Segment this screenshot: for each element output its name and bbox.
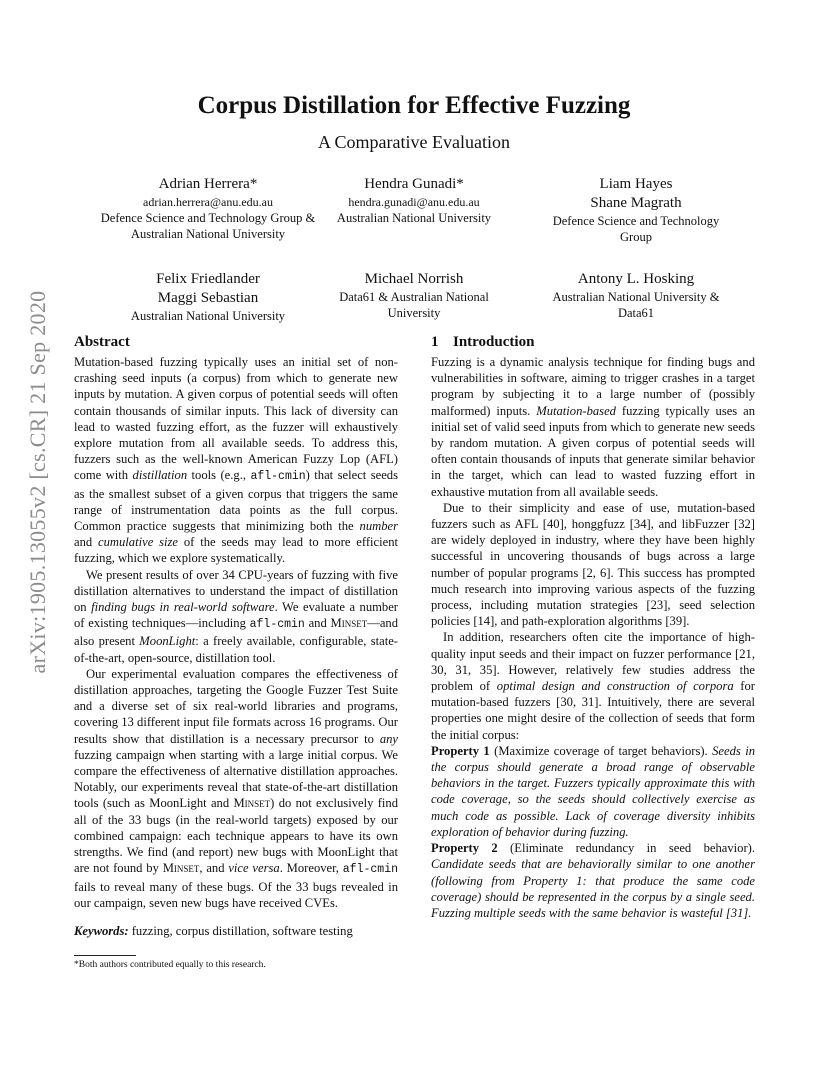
abstract-heading: Abstract — [74, 334, 130, 350]
intro-paragraph: Due to their simplicity and ease of use, mutation-based fuzzers such as AFL [40], honggfuzz [34], and libFuzzer [32] are widely deployed in industry, where they have been highly successful in uncovering thousands of bugs across a large number of popular programs [2, 6]. This success has prompted much research into improving various aspects of the fuzzing process, including mutation strategies [23], seed selection policies [14], and path-exploration algorithms [39]. — [431, 500, 755, 629]
keywords-line: Keywords: fuzzing, corpus distillation, software testing — [74, 923, 353, 938]
author-block — [538, 270, 734, 321]
author-affiliation: Defence Science and Technology Group & Australian National University — [100, 211, 316, 241]
property-1: Property 1 (Maximize coverage of target behaviors). Seeds in the corpus should generate a broad range of observable behaviors in the target. Fuzzers typically approximate this with code coverage, so the seeds should collectively exercise as much code as possible. Lack of coverage diversity inhibits exploration of behavior during fuzzing. — [431, 743, 755, 839]
arxiv-identifier: arXiv:1905.13055v2 [cs.CR] 21 Sep 2020 — [25, 290, 50, 674]
footnote: *Both authors contributed equally to this research. — [74, 960, 266, 970]
author-block — [98, 175, 318, 242]
paper-subtitle: A Comparative Evaluation — [318, 132, 510, 152]
abstract-column — [74, 332, 398, 939]
intro-paragraph: Fuzzing is a dynamic analysis technique for finding bugs and vulnerabilities in software, aiming to trigger crashes in a target program by subjecting it to a large number of (possibly malformed) inputs. Mutation-based fuzzing typically uses an initial set of valid seed inputs from which to generate new seeds by random mutation. A given corpus of potential seeds will often contain thousands of inputs that generate similar behavior in the target, which can lead to wasted fuzzing effort in exhaustive mutation from all available seeds. — [431, 355, 755, 499]
author-email: adrian.herrera@anu.edu.au — [143, 195, 273, 209]
author-affiliation: Australian National University — [130, 309, 286, 323]
author-name: Hendra Gunadi* — [364, 176, 464, 192]
author-name: Shane Magrath — [590, 195, 682, 211]
author-name: Maggi Sebastian — [157, 290, 259, 306]
abstract-paragraph: Mutation-based fuzzing typically uses an initial set of non-crashing seed inputs (a corpus) from which to generate new inputs by mutation. A given corpus of potential seeds will often contain thousands of similar inputs. This lack of diversity can lead to wasted fuzzing effort, as the fuzzer will exhaustively explore mutation from all available seeds. To address this, fuzzers such as the well-known American Fuzzy Lop (AFL) come with distillation tools (e.g., afl-cmin) that select seeds as the smallest subset of a given corpus that triggers the same range of instrumentation data points as the full corpus. Common practice suggests that minimizing both the number and cumulative size of the seeds may lead to more efficient fuzzing, which we explore systematically. — [74, 355, 398, 566]
author-affiliation: Data61 & Australian National University — [339, 290, 489, 320]
paper-title: Corpus Distillation for Effective Fuzzing — [197, 92, 631, 119]
author-block — [318, 270, 510, 321]
author-affiliation: Defence Science and Technology Group — [552, 214, 720, 244]
property-2: Property 2 (Eliminate redundancy in seed behavior). Candidate seeds that are behaviorally similar to one another (following from Property 1: that produce the same code coverage) should be represented in the corpus by a single seed. Fuzzing multiple seeds with the same behavior is wasteful [31]. — [431, 841, 755, 920]
author-affiliation: Australian National University & Data61 — [552, 290, 720, 320]
section-heading: 1 Introduction — [431, 334, 535, 350]
author-block — [98, 270, 318, 324]
author-block — [538, 175, 734, 245]
abstract-paragraph: We present results of over 34 CPU-years of fuzzing with five distillation alternatives to understand the impact of distillation on finding bugs in real-world software. We evaluate a number of existing techniques—including afl-cmin and Minset—and also present MoonLight: a freely available, configurable, state-of-the-art, open-source, distillation tool. — [74, 567, 398, 665]
author-email: hendra.gunadi@anu.edu.au — [348, 195, 480, 209]
author-name: Felix Friedlander — [156, 271, 260, 287]
author-name: Michael Norrish — [364, 271, 464, 287]
introduction-column — [431, 332, 755, 921]
abstract-paragraph: Our experimental evaluation compares the effectiveness of distillation approaches, targeting the Google Fuzzer Test Suite and a diverse set of six real-world libraries and programs, covering 13 different input file formats across 16 programs. Our results show that distillation is a necessary precursor to any fuzzing campaign when starting with a large initial corpus. We compare the effectiveness of alternative distillation approaches. Notably, our experiments reveal that state-of-the-art distillation tools (such as MoonLight and Minset) do not exclusively find all of the 33 bugs (in the real-world targets) exposed by our combined campaign: each technique appears to have its own strengths. We find (and report) new bugs with MoonLight that are not found by Minset, and vice versa. Moreover, afl-cmin fails to reveal many of these bugs. Of the 33 bugs revealed in our campaign, seven new bugs have received CVEs. — [74, 666, 399, 910]
author-block — [318, 175, 510, 226]
author-name: Adrian Herrera* — [158, 176, 258, 192]
author-affiliation: Australian National University — [336, 211, 492, 225]
author-name: Liam Hayes — [599, 176, 673, 192]
author-name: Antony L. Hosking — [577, 271, 695, 287]
footnote-rule — [74, 955, 136, 956]
intro-paragraph: In addition, researchers often cite the importance of high-quality input seeds and their impact on fuzzer performance [21, 30, 31, 35]. However, relatively few studies address the problem of optimal design and construction of corpora for mutation-based fuzzers [30, 31]. Intuitively, there are several properties one might desire of the collection of seeds that form the initial corpus: — [431, 630, 755, 742]
